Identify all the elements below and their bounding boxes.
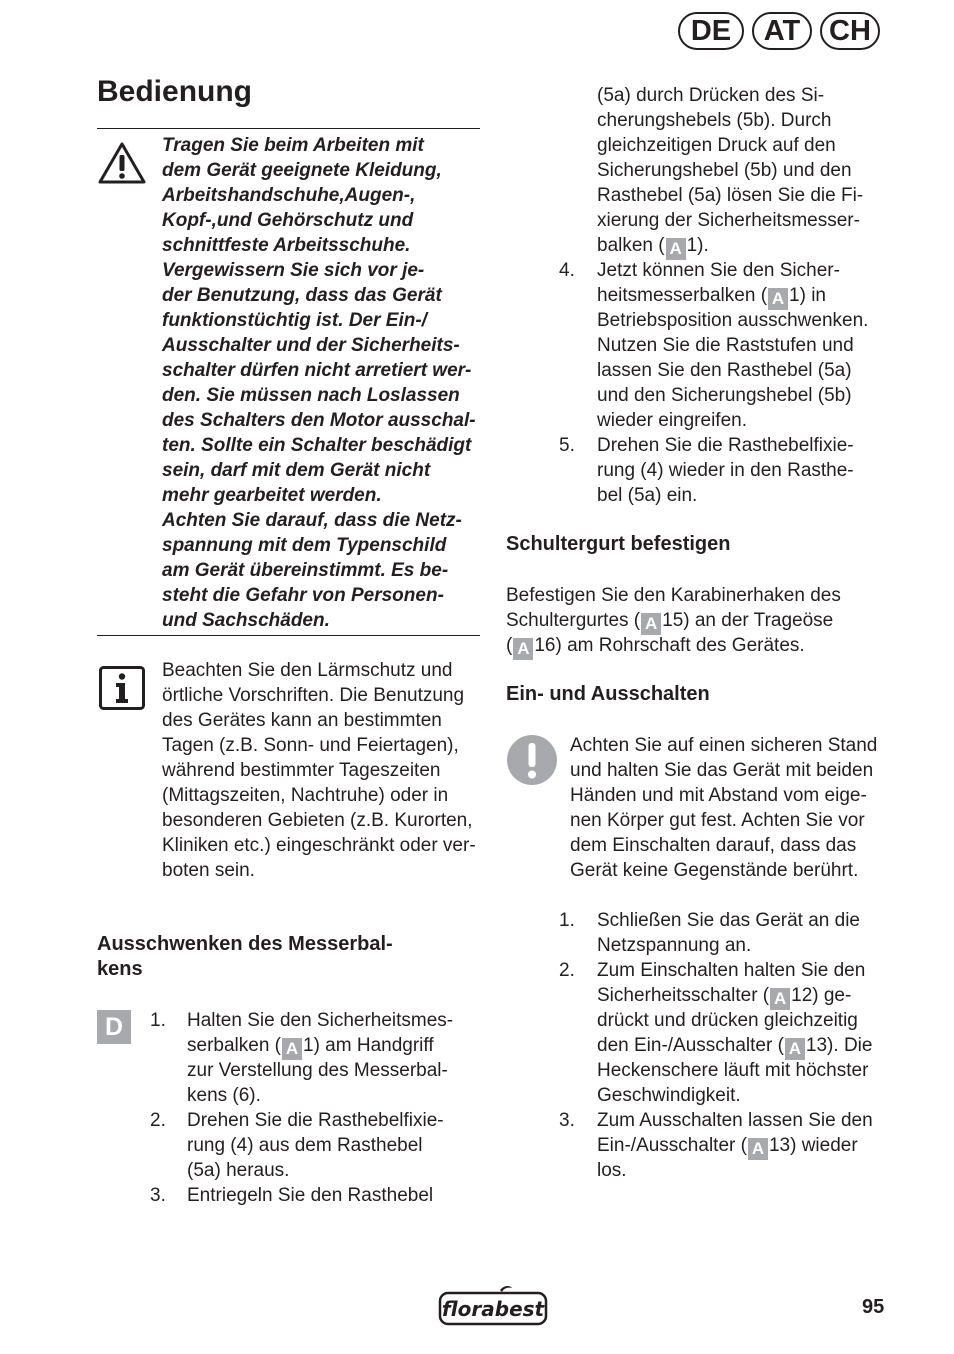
text-line: Befestigen Sie den Karabinerhaken des — [506, 585, 841, 606]
text-line: drückt und drücken gleichzeitig — [597, 1010, 858, 1031]
page-number: 95 — [862, 1296, 885, 1318]
info-text — [162, 658, 487, 883]
text-line: besonderen Gebieten (z.B. Kurorten, — [162, 810, 473, 831]
text-line: des Schalters den Motor ausschal- — [162, 410, 476, 431]
section-heading-line: Ausschwenken des Messerbal- — [97, 933, 393, 955]
text-line: Drehen Sie die Rasthebelfixie- — [187, 1110, 444, 1131]
text-fragment: Schultergurtes ( — [506, 610, 641, 631]
text-line — [506, 608, 906, 633]
text-line: den. Sie müssen nach Loslassen — [162, 385, 460, 406]
text-line — [597, 1133, 899, 1158]
text-line: (5a) heraus. — [187, 1160, 290, 1181]
text-fragment: 12) ge- — [791, 985, 852, 1006]
list-item-text — [597, 1108, 899, 1183]
text-line: Tragen Sie beim Arbeiten mit — [162, 135, 424, 156]
text-line: dem Einschalten darauf, dass das — [570, 835, 857, 856]
section-heading-swing — [97, 932, 487, 982]
text-line — [597, 283, 899, 308]
list-item-text — [597, 258, 899, 433]
text-line: steht die Gefahr von Personen- — [162, 585, 444, 606]
text-line: und Sachschäden. — [162, 610, 330, 631]
warning-text — [162, 133, 487, 633]
text-line — [187, 1033, 480, 1058]
list-item — [150, 1008, 480, 1108]
text-line: Halten Sie den Sicherheitsmes- — [187, 1010, 454, 1031]
list-item — [150, 1108, 480, 1183]
text-line: Beachten Sie den Lärmschutz und — [162, 660, 453, 681]
text-line: Gerät keine Gegenstände berührt. — [570, 860, 859, 881]
page-title: Bedienung — [97, 75, 252, 108]
text-line: Vergewissern Sie sich vor je- — [162, 260, 425, 281]
list-item — [559, 1108, 899, 1183]
language-badge-ch: CH — [820, 12, 880, 50]
text-line: Heckenschere läuft mit höchster — [597, 1060, 869, 1081]
list-item-text — [597, 908, 899, 958]
list-item-text — [187, 1183, 480, 1208]
text-line: gleichzeitigen Druck auf den — [597, 135, 836, 156]
text-line: cherungshebels (5b). Durch — [597, 110, 832, 131]
list-number: 2. — [559, 960, 575, 981]
text-line: der Benutzung, dass das Gerät — [162, 285, 442, 306]
text-fragment: balken ( — [597, 235, 665, 256]
text-line: Zum Ausschalten lassen Sie den — [597, 1110, 873, 1131]
text-line: schnittfeste Arbeitsschuhe. — [162, 235, 411, 256]
figure-ref-badge: A — [785, 1038, 805, 1060]
text-line: Ausschalter und der Sicherheits- — [162, 335, 460, 356]
text-line — [597, 983, 899, 1008]
text-fragment: serbalken ( — [187, 1035, 281, 1056]
text-line: Achten Sie auf einen sicheren Stand — [570, 735, 878, 756]
exclamation-circle-icon — [507, 735, 557, 785]
text-line: Zum Einschalten halten Sie den — [597, 960, 866, 981]
text-line: Kliniken etc.) eingeschränkt oder ver- — [162, 835, 476, 856]
text-fragment: 1). — [686, 235, 709, 256]
text-line: Arbeitshandschuhe,Augen-, — [162, 185, 416, 206]
text-line: ten. Sollte ein Schalter beschädigt — [162, 435, 472, 456]
text-line: Netzspannung an. — [597, 935, 752, 956]
info-icon — [99, 666, 145, 710]
divider — [97, 128, 480, 129]
text-line: sein, darf mit dem Gerät nicht — [162, 460, 431, 481]
text-fragment: Sicherheitsschalter ( — [597, 985, 770, 1006]
text-line: xierung der Sicherheitsmesser- — [597, 210, 860, 231]
list-number: 1. — [150, 1010, 166, 1031]
logo-text: florabest — [441, 1297, 545, 1321]
text-fragment: ( — [506, 635, 513, 656]
section-tag: D — [97, 1010, 131, 1044]
text-fragment: den Ein-/Ausschalter ( — [597, 1035, 784, 1056]
list-item-text — [597, 83, 899, 258]
list-item-text — [187, 1008, 480, 1108]
list-item — [559, 83, 899, 258]
figure-ref-badge: A — [748, 1138, 768, 1160]
text-line: (Mittagszeiten, Nachtruhe) oder in — [162, 785, 449, 806]
list-item-text — [597, 433, 899, 508]
text-line: und halten Sie das Gerät mit beiden — [570, 760, 874, 781]
list-number: 3. — [150, 1185, 166, 1206]
text-line: los. — [597, 1160, 627, 1181]
text-line: boten sein. — [162, 860, 255, 881]
figure-ref-badge: A — [641, 613, 661, 635]
language-badges — [678, 12, 880, 50]
language-badge-de: DE — [678, 12, 744, 50]
text-line: Entriegeln Sie den Rasthebel — [187, 1185, 434, 1206]
text-line: Jetzt können Sie den Sicher- — [597, 260, 840, 281]
text-line: Kopf-,und Gehörschutz und — [162, 210, 414, 231]
text-line: Nutzen Sie die Raststufen und — [597, 335, 854, 356]
text-fragment: 16) am Rohrschaft des Gerätes. — [534, 635, 805, 656]
list-number: 3. — [559, 1110, 575, 1131]
list-item — [150, 1183, 480, 1208]
text-line: während bestimmter Tageszeiten — [162, 760, 441, 781]
divider — [97, 635, 480, 636]
figure-ref-badge: A — [768, 288, 788, 310]
text-line: rung (4) wieder in den Rasthe- — [597, 460, 854, 481]
steps-list-swing-part1 — [150, 1008, 480, 1208]
text-line: und den Sicherungshebel (5b) — [597, 385, 852, 406]
text-fragment: 13) wieder — [768, 1135, 858, 1156]
steps-list-onoff — [559, 908, 899, 1183]
list-number: 1. — [559, 910, 575, 931]
text-line: bel (5a) ein. — [597, 485, 698, 506]
notice-text — [570, 733, 900, 883]
text-line: funktionstüchtig ist. Der Ein-/ — [162, 310, 427, 331]
text-line: Betriebsposition ausschwenken. — [597, 310, 869, 331]
list-number: 5. — [559, 435, 575, 456]
list-item — [559, 958, 899, 1108]
figure-ref-badge: A — [282, 1038, 302, 1060]
text-line: Geschwindigkeit. — [597, 1085, 741, 1106]
steps-list-swing-part2 — [559, 83, 899, 508]
text-line: Händen und mit Abstand vom eige- — [570, 785, 867, 806]
strap-text — [506, 583, 906, 658]
text-line: zur Verstellung des Messerbal- — [187, 1060, 448, 1081]
figure-ref-badge: A — [513, 638, 533, 660]
text-line — [506, 633, 906, 658]
section-heading-line: kens — [97, 958, 143, 980]
text-line: Achten Sie darauf, dass die Netz- — [162, 510, 462, 531]
text-line: Schließen Sie das Gerät an die — [597, 910, 860, 931]
text-fragment: 15) an der Trageöse — [662, 610, 834, 631]
list-item — [559, 433, 899, 508]
figure-ref-badge: A — [770, 988, 790, 1010]
text-line: des Gerätes kann an bestimmten — [162, 710, 442, 731]
text-line: (5a) durch Drücken des Si- — [597, 85, 825, 106]
text-line — [597, 1033, 899, 1058]
list-number: 2. — [150, 1110, 166, 1131]
list-item-text — [187, 1108, 480, 1183]
text-fragment: 13). Die — [805, 1035, 873, 1056]
text-line: Rasthebel (5a) lösen Sie die Fi- — [597, 185, 864, 206]
text-fragment: Ein-/Ausschalter ( — [597, 1135, 747, 1156]
list-item-text — [597, 958, 899, 1108]
text-line — [597, 233, 899, 258]
list-item — [559, 258, 899, 433]
warning-triangle-icon — [98, 141, 146, 185]
language-badge-at: AT — [752, 12, 812, 50]
text-line: rung (4) aus dem Rasthebel — [187, 1135, 423, 1156]
text-line: Sicherungshebel (5b) und den — [597, 160, 852, 181]
list-number: 4. — [559, 260, 575, 281]
text-fragment: heitsmesserbalken ( — [597, 285, 768, 306]
text-line: spannung mit dem Typenschild — [162, 535, 447, 556]
section-heading-strap: Schultergurt befestigen — [506, 533, 731, 555]
figure-ref-badge: A — [666, 238, 686, 260]
text-line: örtliche Vorschriften. Die Benutzung — [162, 685, 465, 706]
text-line: kens (6). — [187, 1085, 261, 1106]
text-fragment: 1) in — [789, 285, 826, 306]
text-fragment: 1) am Handgriff — [303, 1035, 434, 1056]
text-line: am Gerät übereinstimmt. Es be- — [162, 560, 449, 581]
text-line: dem Gerät geeignete Kleidung, — [162, 160, 442, 181]
text-line: nen Körper gut fest. Achten Sie vor — [570, 810, 865, 831]
text-line: Drehen Sie die Rasthebelfixie- — [597, 435, 854, 456]
text-line: mehr gearbeitet werden. — [162, 485, 382, 506]
section-heading-onoff: Ein- und Ausschalten — [506, 683, 710, 705]
text-line: lassen Sie den Rasthebel (5a) — [597, 360, 852, 381]
list-item — [559, 908, 899, 958]
text-line: Tagen (z.B. Sonn- und Feiertagen), — [162, 735, 459, 756]
florabest-logo — [438, 1284, 548, 1326]
text-line: wieder eingreifen. — [597, 410, 747, 431]
text-line: schalter dürfen nicht arretiert wer- — [162, 360, 472, 381]
